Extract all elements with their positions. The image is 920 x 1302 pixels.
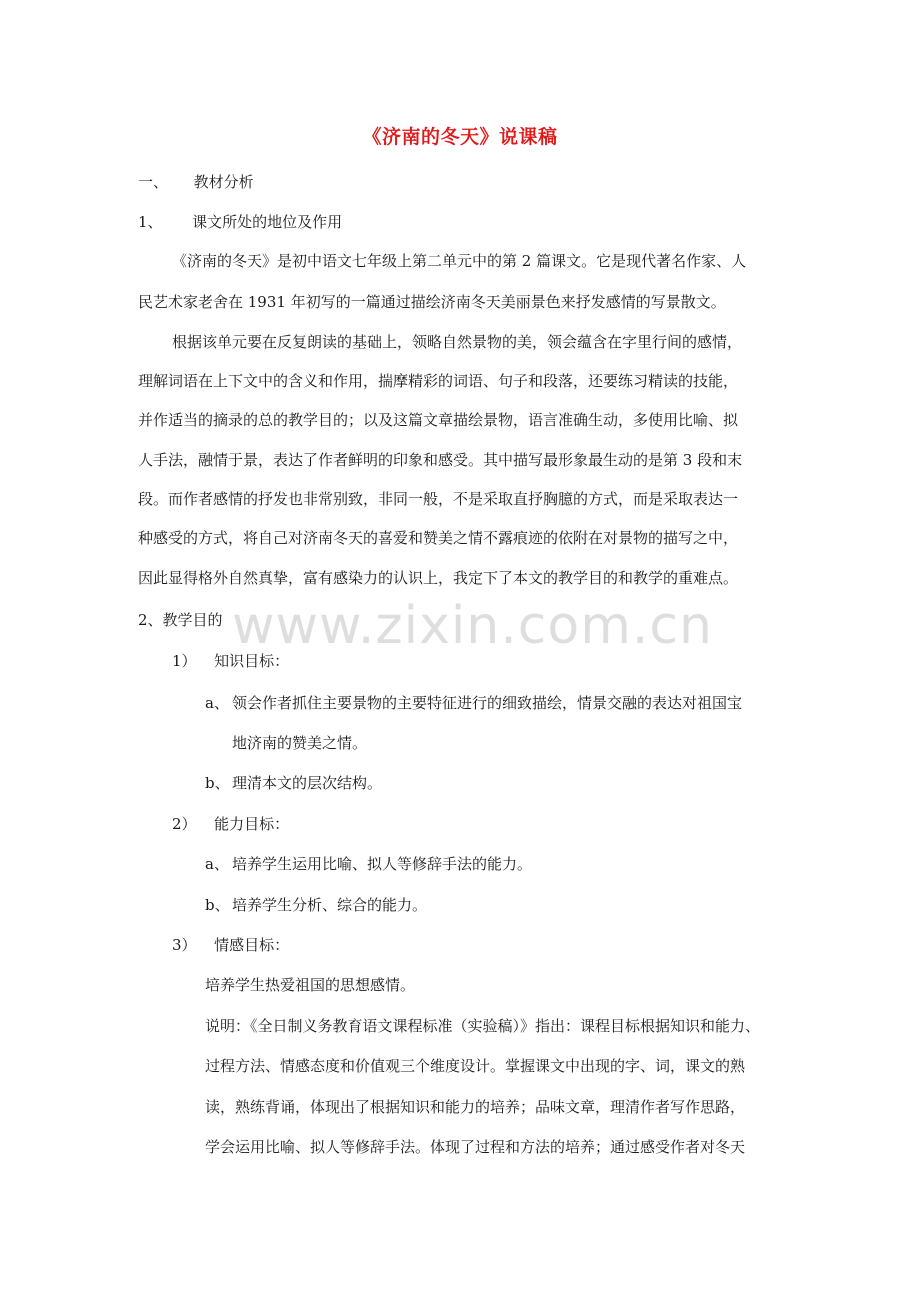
goal-label: 知识目标： (214, 652, 290, 670)
goal-item-marker: b、 (205, 774, 230, 792)
section-number: 一、 (138, 173, 169, 191)
section-label: 教材分析 (193, 173, 254, 191)
goal-number: 1） (172, 652, 197, 670)
paragraph-line: 民艺术家老舍在 1931 年初写的一篇通过描绘济南冬天美丽景色来抒发感情的写景散文。 (138, 293, 726, 311)
paragraph-line: 段。而作者感情的抒发也非常别致，非同一般，不是采取直抒胸臆的方式，而是采取表达一 (138, 490, 739, 508)
paragraph-line: 根据该单元要在反复朗读的基础上，领略自然景物的美，领会蕴含在字里行间的感情， (172, 333, 743, 351)
document-title: 《济南的冬天》说课稿 (362, 126, 558, 148)
goal-item-marker: b、 (205, 896, 230, 914)
section-heading (138, 171, 254, 193)
note-line: 读，熟练背诵，体现出了根据知识和能力的培养；品味文章，理清作者写作思路， (205, 1098, 746, 1116)
goal-number: 3） (172, 936, 197, 954)
goal-heading (172, 813, 289, 835)
note-line: 学会运用比喻、拟人等修辞手法。体现了过程和方法的培养；通过感受作者对冬天 (205, 1138, 746, 1156)
goal-heading (172, 650, 289, 672)
paragraph-line: 人手法，融情于景，表达了作者鲜明的印象和感受。其中描写最形象最生动的是第 3 段和末 (138, 451, 743, 469)
goal-item-marker: a、 (205, 855, 229, 873)
paragraph-line: 理解词语在上下文中的含义和作用，揣摩精彩的词语、句子和段落，还要练习精读的技能， (138, 372, 739, 390)
goal-item-text: 地济南的赞美之情。 (232, 734, 368, 752)
goal-text: 培养学生热爱祖国的思想感情。 (205, 976, 416, 994)
subsection-label: 课文所处的地位及作用 (192, 213, 343, 231)
goal-label: 能力目标： (214, 815, 290, 833)
goal-number: 2） (172, 815, 197, 833)
goal-item-marker: a、 (205, 694, 229, 712)
paragraph-line: 并作适当的摘录的总的教学目的；以及这篇文章描绘景物，语言准确生动，多使用比喻、拟 (138, 411, 739, 429)
subsection-heading: 2、教学目的 (138, 611, 223, 629)
goal-item-text: 培养学生运用比喻、拟人等修辞手法的能力。 (232, 855, 533, 873)
watermark: www.zixin.com.cn (232, 596, 713, 656)
paragraph-line: 种感受的方式，将自己对济南冬天的喜爱和赞美之情不露痕迹的依附在对景物的描写之中， (138, 529, 739, 547)
paragraph-line: 《济南的冬天》是初中语文七年级上第二单元中的第 2 篇课文。它是现代著名作家、人 (172, 252, 747, 270)
goal-item-text: 培养学生分析、综合的能力。 (232, 896, 428, 914)
paragraph-line: 因此显得格外自然真挚，富有感染力的认识上，我定下了本文的教学目的和教学的重难点。 (138, 569, 739, 587)
note-line: 过程方法、情感态度和价值观三个维度设计。掌握课文中出现的字、词，课文的熟 (205, 1057, 746, 1075)
goal-heading (172, 934, 289, 956)
note-line: 说明：《全日制义务教育语文课程标准（实验稿）》指出：课程目标根据知识和能力、 (205, 1017, 761, 1035)
goal-label: 情感目标： (214, 936, 290, 954)
goal-item-text: 理清本文的层次结构。 (232, 774, 383, 792)
subsection-number: 1、 (138, 213, 163, 231)
subsection-heading (138, 211, 342, 233)
goal-item-text: 领会作者抓住主要景物的主要特征进行的细致描绘，情景交融的表达对祖国宝 (232, 694, 743, 712)
